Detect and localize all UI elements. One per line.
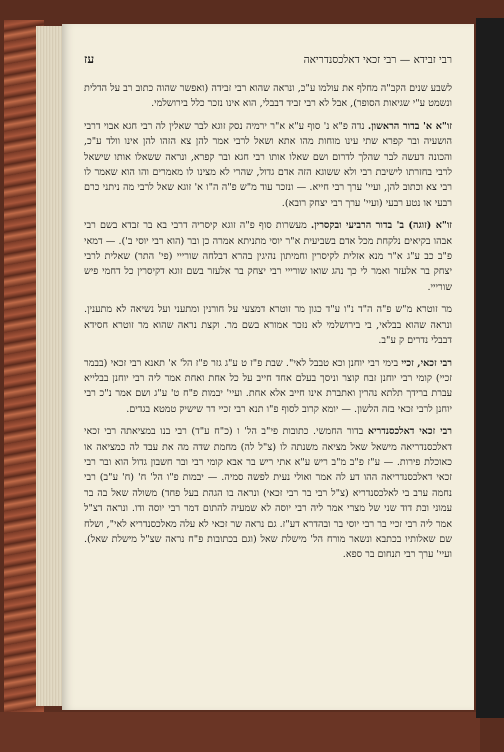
paragraph-text: בדור החמשי. כתובות פי"ב הל' ו (כ"ח ע"ד) רבי בנו במציאתה רבי זכאי דאלכסנדריאה מישאל שאל מציאה משנתה לו (צ"ל לה) מחמת שדה מה את עבד לה כמציאה או כאוכלת פירות. — ע"ז פ"ב מ"ב ריש ע"א אתי ריש בר אבא קומי רבי ובר חשבון גדול הוא ובר רבי זכאי דאלכסנדריאה ההו דע לה אמר ואולי נעית לפשה סמיה. — יבמות פ"ו הל' ח' (ח' ע"ב) רבי נחמה ערב בי לאלכסנדריא (צ"ל רבי בר רבי זכאי) ונראה בו הגהת בעל פחד) משולה שאל בה בר עמוני ובת דוד שני של מצרי אמר ליה רבי יוסה לא שמעיה להתום דמר רבי יוסה ודו. ונראה דצ"ל אמר ליה רבי זכיי בר רבי יוסי בר ובהדרא דע"ז. גם נראה שר זכאי לא עלה מאלכסנדריא לאי", ושלח שם שאלותיו בכתבא ונשאר מורח הל' מישלת שאל (וגם בכתובות פ"ח נראה שצ"ל מישלת שאל). ועיי' ערך רבי תנחום בר ספא. — [84, 426, 452, 561]
running-header — [84, 52, 452, 67]
paragraph — [84, 119, 452, 211]
book-page — [62, 24, 474, 710]
entry-heading: רבי זכאי דאלכסנדריא — [367, 426, 452, 438]
entry-heading: רבי זכאי, זכיי — [401, 357, 452, 369]
paragraph — [84, 218, 452, 295]
facing-page-shadow — [476, 18, 504, 718]
paragraph-text: בימי רבי יוחנן וכא טבבל לאי". שבת פ"ז ט ע"ג גזר פ"ז הל' א' תאנא רבי זכאי (בבמר זכיי) קומי רבי יוחנן זבח קוצר וניסך בעלם אחד חייב על כל אחת ואחת אמר ליה רבי יוחנן בבלייא עברת ברידך תלתא נהרין ואתברת אינו חייב אלא אחת. ועיי' יבמות פ"ח ט' ע"ג ושם אמר נ"כ רבי יוחנן לרבי זכאי בזה הלשון. — יומא קרוב לסוף פ"ו תנא רבי זכיי דר שישיק טמטא בגדים. — [84, 357, 452, 415]
paragraph — [84, 81, 452, 112]
paragraph — [84, 424, 452, 563]
entry-heading: זו"א א' בדור הראשון. — [367, 120, 452, 132]
paragraph-text: לשבע שנים הקב"ה מחלף את עולמו ע"כ, ונראה שהוא רבי זבידה (ואפשר שהוה כתוב רב על הדלית ונשמט ע"י שגיאות הסופר), אבל לא רבי זביד דבבלי, הוא אינו נזכר כלל בירושלמי. — [84, 83, 452, 110]
page-number: עז — [84, 52, 95, 66]
cover-bottom-edge — [0, 712, 480, 752]
paragraph-text: מר זוטרא מ"ש פ"ה ה"ד נ"ו ע"ד כגון מר זוטרא דמצעי על חורנין ומתעני ועל נשיאה לא מתענין. ונראה שהוא בבלאי, בי בירושלמי לא נזכר אמורא בשם מר. וקצת נראה שהוא מר זוטרא חסידא דבבלי נדרים ק ע"ב. — [84, 304, 452, 347]
entry-heading: זו"א (זוגה) ב' בדור הרביעי ובקסרין. — [310, 220, 452, 232]
running-title: רבי זבידא — רבי זכאי דאלכסנדריאה — [303, 54, 452, 66]
paragraph — [84, 356, 452, 418]
page-content — [84, 52, 452, 570]
paragraph-text: נדה פ"א נ' סוף ע"א א"ר ירמיה נסק זוגא לבר שאלין לה רבי חגא אבוי דרבי הושעיה ובר קפרא שתי עינו מוחות מהו אתא ושאל לרבי אמר להן צא הזהו להן אינו וולד ע"כ, והכונה דעשה לבר שהלך לדרום ושם שאלו אותו רבי חגא ובר קפרא, ונראה ששאלו אותו שישאל לרבי בחזרתו לישיבת רבי ולא ששוגא הזה אדם גדול, שהרי לא מצינו לו מאמרים והו הוא שאמר לו רבי צא וכתוב להן, ועיי' ערך רבי חייא. — ונזכר עוד מ"ש פ"ה ה"ו א' זוגא שאל לרבי מה ניתני כרם רבעי או נטע רבעי (ועיי' ערך רבי יצחק רובא). — [84, 120, 452, 209]
paragraph-text: מעשרות סוף פ"ה זוגא קיסריה דרבי בא בר זבדא בשם רבי אבהו בקיאים נלקחת מכל אדם בשביעית א"ר יוסי מתניתא אמרה כן ובר (הוא רבי יוסי ב'). — דמאי פ"ב כב ע"ג א"ר מנא אזלית לקיסרין וחמיתון נהיגין בהרא דבלחה שורייי (פי' התר) שאלית לרבי יצחק בר אלעזר ואמר לי כך נהג שואו שורייי רבי יצחק בר אלעזר בשם זוגא דקיסרין כל דחמי פיש שורייי. — [84, 220, 452, 293]
paragraph — [84, 302, 452, 348]
